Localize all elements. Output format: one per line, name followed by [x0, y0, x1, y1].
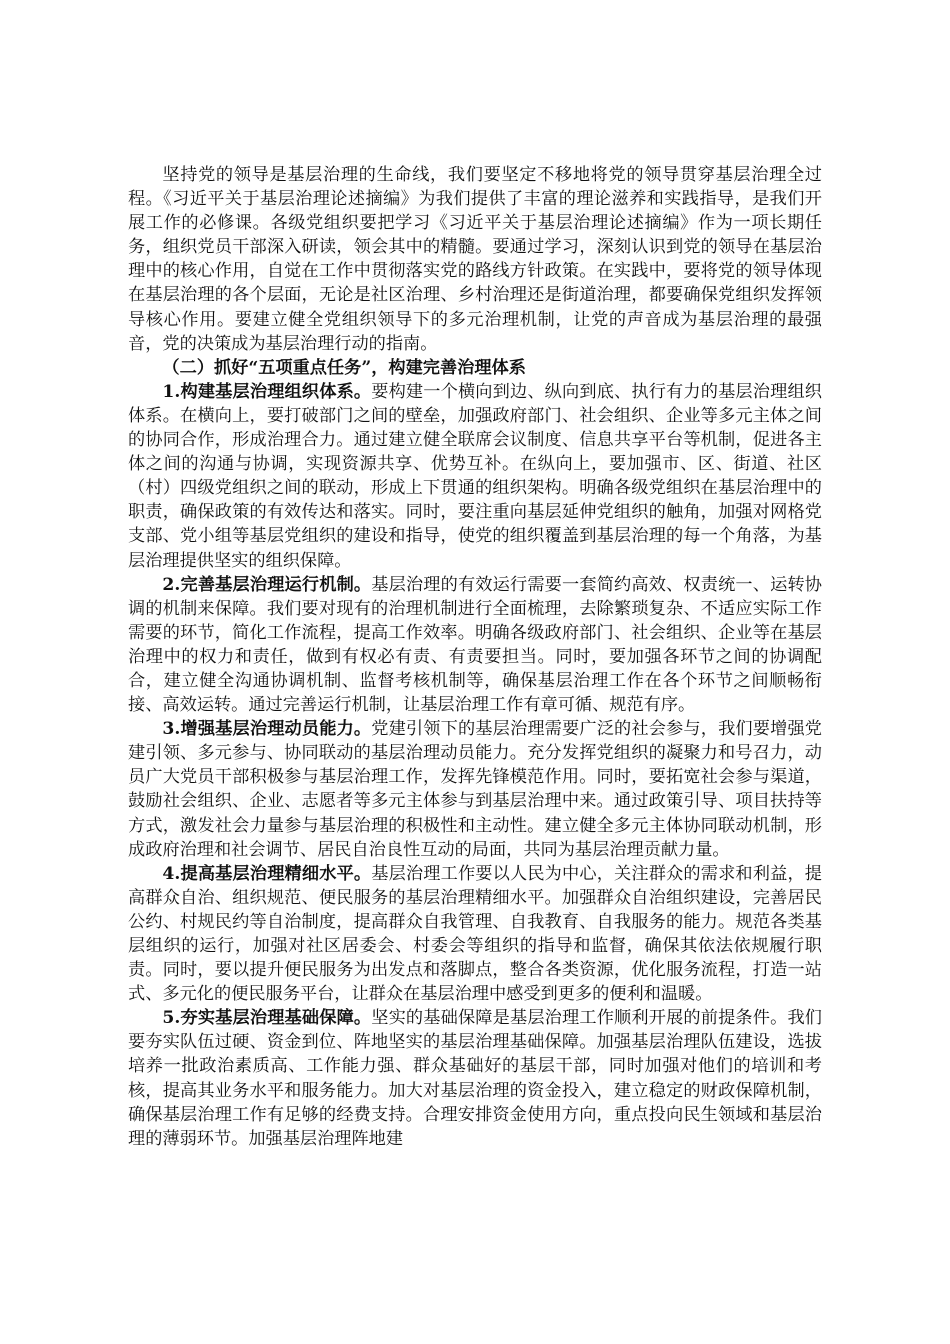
intro-paragraph: 坚持党的领导是基层治理的生命线，我们要坚定不移地将党的领导贯穿基层治理全过程。《习近平关于基层治理论述摘编》为我们提供了丰富的理论滋养和实践指导，是我们开展工作的必修课。各级党组织要把学习《习近平关于基层治理论述摘编》作为一项长期任务，组织党员干部深入研读，领会其中的精髓。要通过学习，深刻认识到党的领导在基层治理中的核心作用，自觉在工作中贯彻落实党的路线方针政策。在实践中，要将党的领导体现在基层治理的各个层面，无论是社区治理、乡村治理还是街道治理，都要确保党组织发挥领导核心作用。要建立健全党组织领导下的多元治理机制，让党的声音成为基层治理的最强音，党的决策成为基层治理行动的指南。	[128, 165, 822, 354]
task-body-3: 党建引领下的基层治理需要广泛的社会参与，我们要增强党建引领、多元参与、协同联动的基层治理动员能力。充分发挥党组织的凝聚力和号召力，动员广大党员干部积极参与基层治理工作，发挥先锋模范作用。同时，要拓宽社会参与渠道，鼓励社会组织、企业、志愿者等多元主体参与到基层治理中来。通过政策引导、项目扶持等方式，激发社会力量参与基层治理的积极性和主动性。建立健全多元主体协同联动机制，形成政府治理和社会调节、居民自治良性互动的局面，共同为基层治理贡献力量。	[128, 719, 822, 860]
task-lead-3: 3.增强基层治理动员能力。	[162, 719, 372, 740]
section-heading: （二）抓好“五项重点任务”，构建完善治理体系	[162, 357, 526, 378]
task-paragraph-3	[128, 717, 822, 862]
task-lead-2: 2.完善基层治理运行机制。	[162, 574, 372, 595]
task-paragraph-4	[128, 862, 822, 1007]
task-lead-5: 5.夯实基层治理基础保障。	[162, 1008, 372, 1029]
task-paragraph-1	[128, 380, 822, 573]
task-body-1: 要构建一个横向到边、纵向到底、执行有力的基层治理组织体系。在横向上，要打破部门之间的壁垒，加强政府部门、社会组织、企业等多元主体之间的协同合作，形成治理合力。通过建立健全联席会议制度、信息共享平台等机制，促进各主体之间的沟通与协调，实现资源共享、优势互补。在纵向上，要加强市、区、街道、社区（村）四级党组织之间的联动，形成上下贯通的组织架构。明确各级党组织在基层治理中的职责，确保政策的有效传达和落实。同时，要注重向基层延伸党组织的触角，加强对网格党支部、党小组等基层党组织的建设和指导，使党的组织覆盖到基层治理的每一个角落，为基层治理提供坚实的组织保障。	[128, 381, 822, 571]
task-paragraph-2	[128, 573, 822, 718]
task-lead-4: 4.提高基层治理精细水平。	[162, 863, 372, 884]
task-body-2: 基层治理的有效运行需要一套简约高效、权责统一、运转协调的机制来保障。我们要对现有的治理机制进行全面梳理，去除繁琐复杂、不适应实际工作需要的环节，简化工作流程，提高工作效率。明确各级政府部门、社会组织、企业等在基层治理中的权力和责任，做到有权必有责、有责要担当。同时，要加强各环节之间的协调配合，建立健全沟通协调机制、监督考核机制等，确保基层治理工作在各个环节之间顺畅衔接、高效运转。通过完善运行机制，让基层治理工作有章可循、规范有序。	[128, 574, 822, 716]
document-body	[128, 163, 822, 1151]
task-body-4: 基层治理工作要以人民为中心，关注群众的需求和利益，提高群众自治、组织规范、便民服务的基层治理精细水平。加强群众自治组织建设，完善居民公约、村规民约等自治制度，提高群众自我管理、自我教育、自我服务的能力。规范各类基层组织的运行，加强对社区居委会、村委会等组织的指导和监督，确保其依法依规履行职责。同时，要以提升便民服务为出发点和落脚点，整合各类资源，优化服务流程，打造一站式、多元化的便民服务平台，让群众在基层治理中感受到更多的便利和温暖。	[128, 863, 822, 1005]
task-body-5: 坚实的基础保障是基层治理工作顺利开展的前提条件。我们要夯实队伍过硬、资金到位、阵地坚实的基层治理基础保障。加强基层治理队伍建设，选拔培养一批政治素质高、工作能力强、群众基础好的基层干部，同时加强对他们的培训和考核，提高其业务水平和服务能力。加大对基层治理的资金投入，建立稳定的财政保障机制，确保基层治理工作有足够的经费支持。合理安排资金使用方向，重点投向民生领域和基层治理的薄弱环节。加强基层治理阵地建	[128, 1008, 822, 1149]
task-paragraph-5	[128, 1006, 822, 1151]
task-lead-1: 1.构建基层治理组织体系。	[162, 381, 372, 402]
